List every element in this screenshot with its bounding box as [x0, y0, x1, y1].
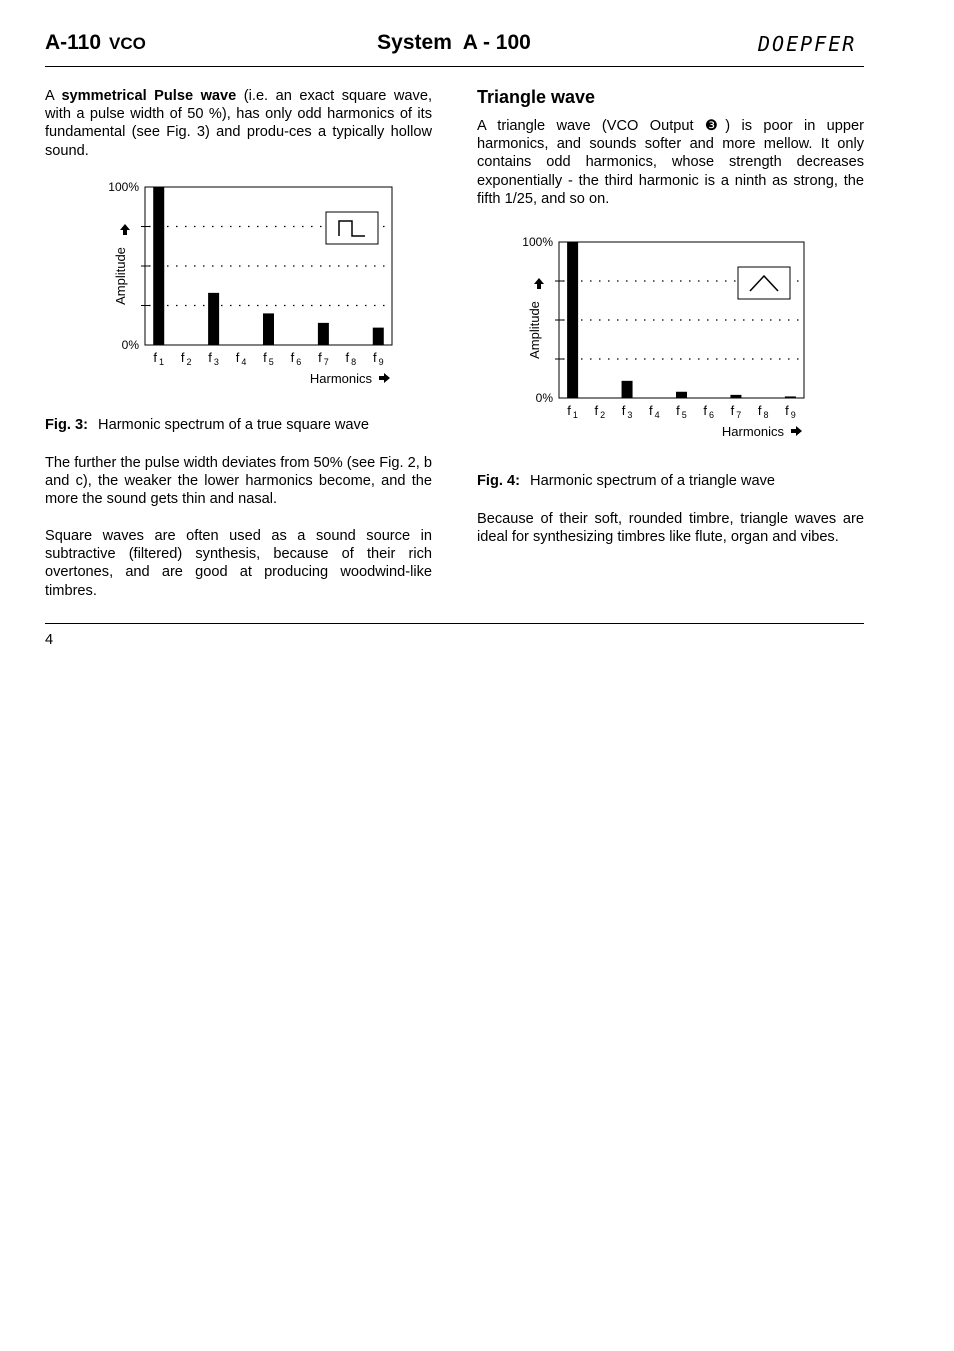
x-tick-label: f $_3$: [621, 403, 633, 420]
fig4-text: Harmonic spectrum of a triangle wave: [530, 473, 775, 489]
y-tick-label: 100%: [108, 180, 139, 194]
bar: [373, 328, 384, 345]
para-text: Square waves are often used as a sound source in subtractive (filtered) synthesis, because of their rich overtones, and are good at producing woodwind-like timbres.: [45, 528, 432, 599]
up-arrow-icon: [534, 278, 544, 289]
para-text: A: [45, 88, 62, 104]
right-arrow-icon: [379, 373, 390, 383]
bar: [622, 381, 633, 398]
header-rule: [45, 66, 864, 67]
para-text: (i.e. an exact square wave, with a pulse width of 50 %), has only odd harmonics of its fundamental (see Fig. 3) and produ-ces a typically hollow sound.: [45, 88, 432, 159]
bar: [208, 293, 219, 345]
x-axis-label: Harmonics: [721, 424, 784, 439]
square-wave-spectrum-chart: [95, 175, 405, 390]
x-tick-label: f $_6$: [290, 350, 302, 367]
x-tick-label: f $_2$: [180, 350, 192, 367]
bar: [567, 242, 578, 398]
para-text: Because of their soft, rounded timbre, triangle waves are ideal for synthesizing timbres like flute, organ and vibes.: [477, 511, 864, 546]
x-tick-label: f $_8$: [757, 403, 769, 420]
x-tick-label: f $_8$: [345, 350, 357, 367]
bar: [785, 396, 796, 398]
x-tick-label: f $_7$: [730, 403, 742, 420]
x-tick-label: f $_1$: [153, 350, 165, 367]
y-tick-label: 0%: [535, 391, 553, 405]
page-number: 4: [45, 632, 54, 648]
left-para-3: [45, 527, 432, 600]
x-tick-label: f $_2$: [594, 403, 606, 420]
triangle-wave-spectrum-chart: [509, 229, 819, 444]
y-axis-label: Amplitude: [113, 247, 128, 305]
model-sub: VCO: [109, 34, 146, 53]
model-name: A-110: [45, 31, 102, 54]
header-system: System A - 100: [377, 31, 531, 54]
up-arrow-icon: [120, 224, 130, 235]
fig4-caption: [477, 473, 775, 489]
brand-logo: DOEPFER: [758, 32, 857, 56]
x-tick-label: f $_4$: [648, 403, 660, 420]
x-tick-label: f $_9$: [785, 403, 796, 420]
x-tick-label: f $_7$: [318, 350, 329, 367]
y-axis-label: Amplitude: [527, 301, 542, 359]
x-tick-label: f $_1$: [567, 403, 578, 420]
para-text: The further the pulse width deviates from 50% (see Fig. 2, b and c), the weaker the lower harmonics become, and the more the sound gets thin and nasal.: [45, 455, 432, 508]
x-axis-label: Harmonics: [309, 371, 372, 386]
fig3-caption: [45, 417, 369, 433]
inset-frame: [738, 267, 790, 299]
footer-rule: [45, 623, 864, 624]
fig3-text: Harmonic spectrum of a true square wave: [98, 417, 369, 433]
x-tick-label: f $_4$: [235, 350, 247, 367]
fig3-label: Fig. 3:: [45, 417, 88, 433]
right-para-1: [477, 117, 864, 208]
x-tick-label: f $_5$: [263, 350, 274, 367]
bar: [263, 313, 274, 345]
x-tick-label: f $_9$: [372, 350, 384, 367]
section-heading: Triangle wave: [477, 87, 596, 107]
para-text: A triangle wave (VCO Output ❸) is poor in upper harmonics, and sounds softer and more mellow. It only contains odd harmonics, whose strength decreases exponentially - the third harmonic is a ninth as strong, the fifth 1/25, and so on.: [477, 118, 864, 207]
right-arrow-icon: [791, 426, 802, 436]
bar: [153, 187, 164, 345]
left-para-2: [45, 454, 432, 509]
bar: [730, 395, 741, 398]
bar: [676, 392, 687, 398]
right-para-2: [477, 510, 864, 546]
bar: [318, 323, 329, 345]
y-tick-label: 0%: [121, 338, 139, 352]
y-tick-label: 100%: [522, 235, 553, 249]
para-bold: symmetrical Pulse wave: [61, 88, 237, 104]
x-tick-label: f $_3$: [208, 350, 219, 367]
left-para-1: [45, 87, 432, 160]
x-tick-label: f $_6$: [703, 403, 715, 420]
x-tick-label: f $_5$: [676, 403, 687, 420]
fig4-label: Fig. 4:: [477, 473, 520, 489]
